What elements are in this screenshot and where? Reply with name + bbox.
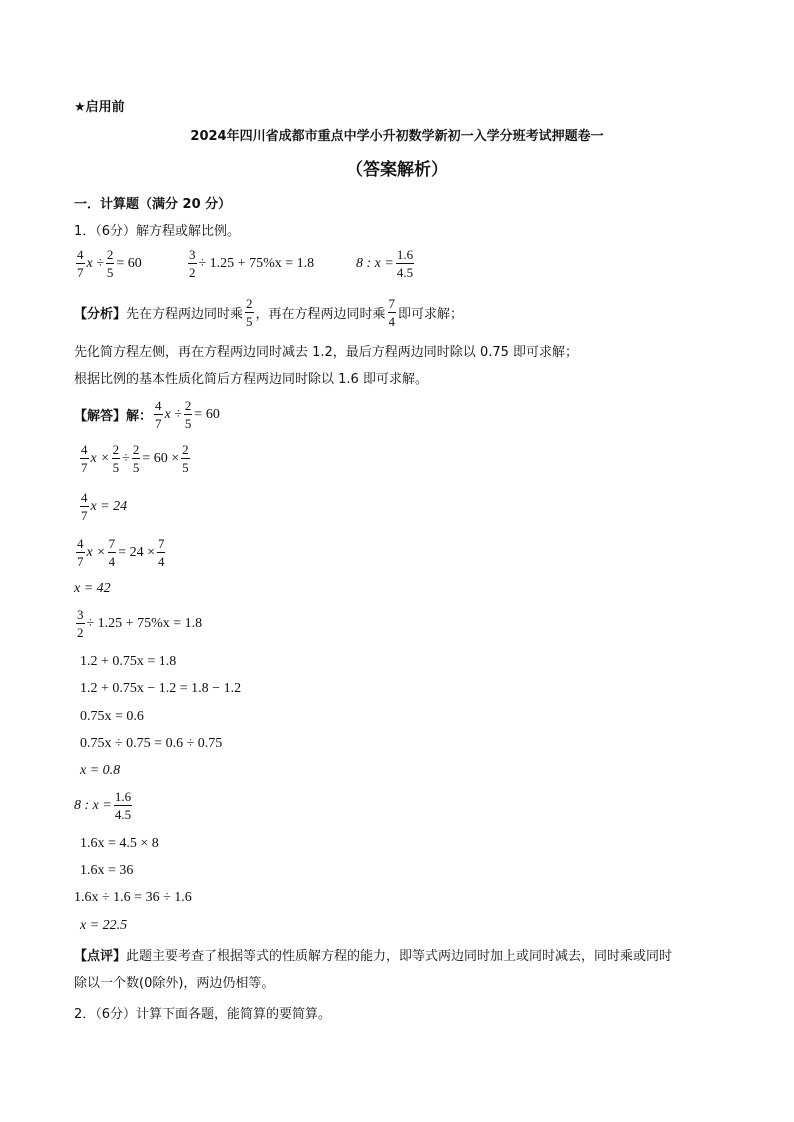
fraction: $\frac{4}{7}$ [81,442,88,475]
analysis-line-1: 【分析】 先在方程两边同时乘 $\frac{2}{5}$ ，再在方程两边同时乘 $\frac{7}{4}$ 即可求解； [74,296,464,329]
solution-line-5: x = 42 [74,581,111,596]
solution-line-9: 0.75x = 0.6 [80,709,144,724]
equation-1: $\frac{4}{7}$ x ÷ $\frac{2}{5}$ = 60 [77,247,142,280]
fraction: $\frac{2}{5}$ [184,398,192,431]
analysis-line-3: 根据比例的基本性质化简后方程两边同时除以 1.6 即可求解。 [74,372,428,387]
page-subtitle: （答案解析） [346,160,448,180]
solution-line-3: $\frac{4}{7}$ x = 24 [81,490,128,523]
fraction: $\frac{2}{5}$ [182,442,189,475]
solution-line-2: $\frac{4}{7}$ x × $\frac{2}{5}$ ÷ $\frac{2}{5}$ = 60 × $\frac{2}{5}$ [81,442,189,475]
solution-line-1: 【解答】解： $\frac{4}{7}$ x ÷ $\frac{2}{5}$ = 60 [74,398,220,431]
fraction: $\frac{2}{5}$ [132,442,140,475]
fraction: $\frac{4}{7}$ [77,247,84,280]
comment-label: 【点评】 [74,949,127,964]
fraction: $\frac{2}{5}$ [246,296,253,329]
section-heading: 一．计算题（满分 20 分） [74,197,232,212]
fraction: $\frac{4}{7}$ [77,536,84,569]
fraction: $\frac{4}{7}$ [155,398,162,431]
fraction: $\frac{2}{5}$ [106,247,114,280]
confidential-mark: ★启用前 [74,100,125,115]
solution-line-13: 1.6x = 4.5 × 8 [80,836,159,851]
solution-line-6: $\frac{3}{2}$ ÷ 1.25 + 75%x = 1.8 [77,607,203,640]
analysis-line-2: 先化简方程左侧，再在方程两边同时减去 1.2，最后方程两边同时除以 0.75 即可求解； [74,345,579,360]
fraction: $\frac{1.6}{4.5}$ [396,247,414,280]
question-1-stem: 1．（6分）解方程或解比例。 [74,224,241,239]
fraction: $\frac{3}{2}$ [77,607,84,640]
solution-label: 【解答】解： [74,409,153,424]
solution-line-15: 1.6x ÷ 1.6 = 36 ÷ 1.6 [74,890,192,905]
comment-line-2: 除以一个数(0除外)，两边仍相等。 [74,976,275,991]
fraction: $\frac{2}{5}$ [112,442,120,475]
solution-line-7: 1.2 + 0.75x = 1.8 [80,654,177,669]
solution-line-14: 1.6x = 36 [80,863,134,878]
analysis-label: 【分析】 [74,307,127,322]
page-title: 2024年四川省成都市重点中学小升初数学新初一入学分班考试押题卷一 [190,129,604,144]
solution-line-8: 1.2 + 0.75x − 1.2 = 1.8 − 1.2 [80,681,242,696]
fraction: $\frac{4}{7}$ [81,490,88,523]
solution-line-4: $\frac{4}{7}$ x × $\frac{7}{4}$ = 24 × $\frac{7}{4}$ [77,536,165,569]
solution-line-16: x = 22.5 [80,918,128,933]
solution-line-10: 0.75x ÷ 0.75 = 0.6 ÷ 0.75 [80,736,223,751]
comment-line-1: 【点评】此题主要考查了根据等式的性质解方程的能力，即等式两边同时加上或同时减去，同时乘或同时 [74,949,673,964]
question-2-stem: 2．（6分）计算下面各题，能简算的要简算。 [74,1007,332,1022]
solution-line-12: 8 : x = $\frac{1.6}{4.5}$ [74,789,132,822]
fraction: $\frac{7}{4}$ [388,296,396,329]
equation-3: 8 : x = $\frac{1.6}{4.5}$ [356,247,414,280]
fraction: $\frac{3}{2}$ [189,247,196,280]
solution-line-11: x = 0.8 [80,763,121,778]
equation-2: $\frac{3}{2}$ ÷ 1.25 + 75%x = 1.8 [189,247,315,280]
fraction: $\frac{1.6}{4.5}$ [114,789,132,822]
fraction: $\frac{7}{4}$ [157,536,165,569]
fraction: $\frac{7}{4}$ [108,536,116,569]
